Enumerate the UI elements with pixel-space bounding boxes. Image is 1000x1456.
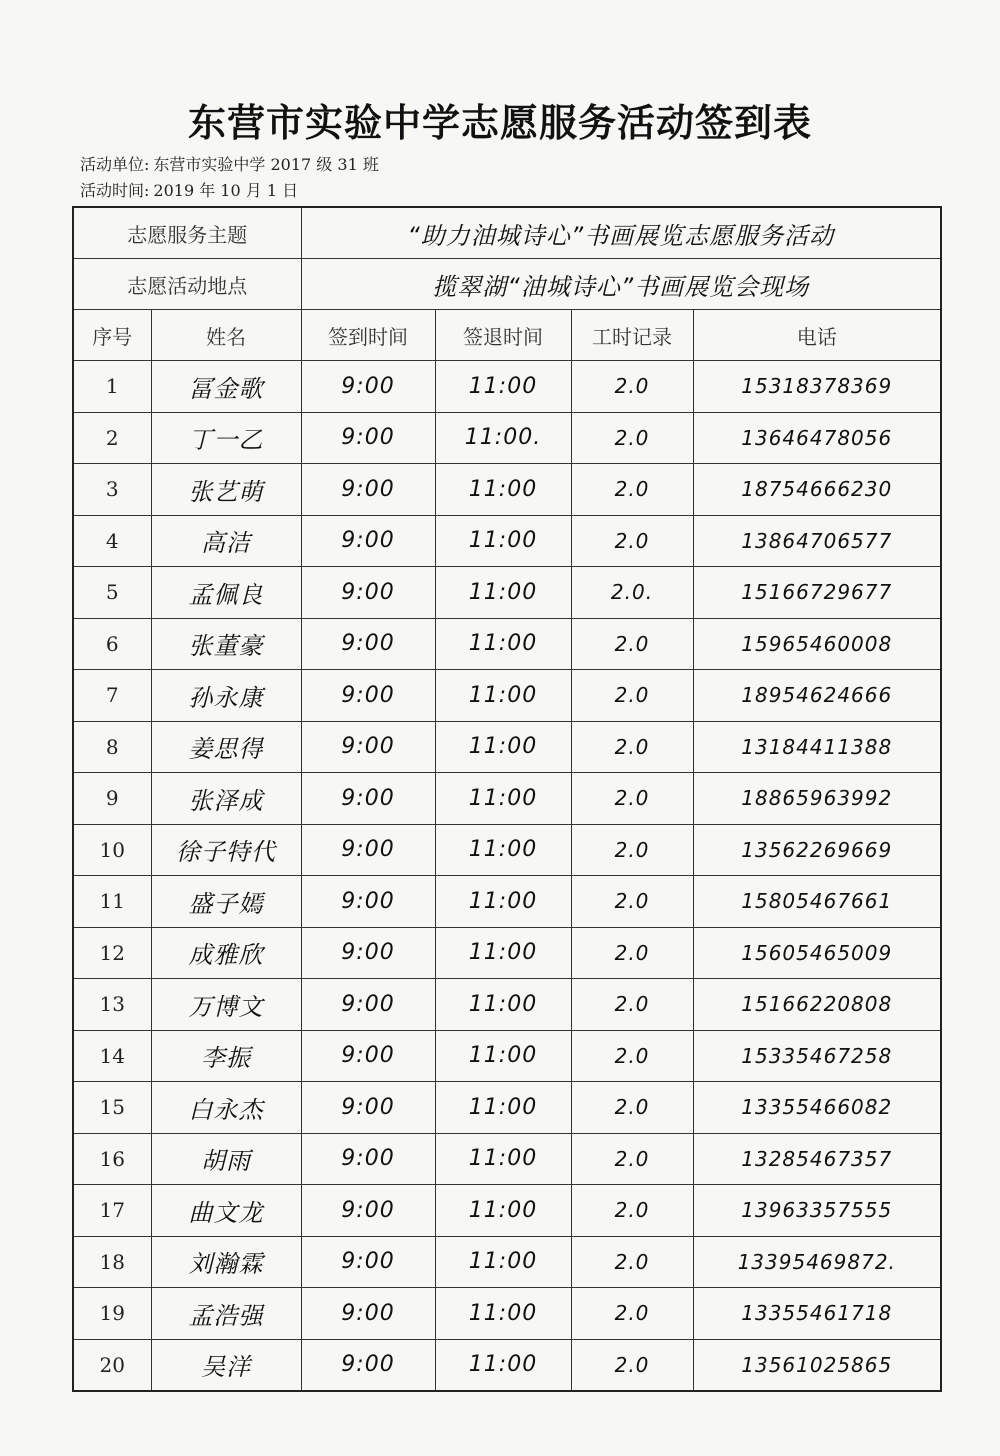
page-title: 东营市实验中学志愿服务活动签到表 [187, 101, 812, 145]
sign-out-time: 11:00 [435, 721, 571, 773]
activity-time-label: 活动时间: [80, 181, 150, 200]
sign-out-time: 11:00 [435, 464, 571, 516]
volunteer-name: 成雅欣 [151, 927, 301, 979]
sign-in-time: 9:00 [301, 979, 435, 1031]
sign-out-time: 11:00 [435, 1185, 571, 1237]
table-row [73, 618, 941, 670]
sign-out-time: 11:00 [435, 1288, 571, 1340]
sign-out-time: 11:00 [435, 1082, 571, 1134]
sign-in-time: 9:00 [301, 876, 435, 928]
column-header: 工时记录 [571, 310, 693, 361]
table-row [73, 1288, 941, 1340]
column-header: 姓名 [151, 310, 301, 361]
hours-record: 2.0 [571, 618, 693, 670]
table-row [73, 824, 941, 876]
sign-out-time: 11:00 [435, 670, 571, 722]
row-number: 12 [73, 927, 151, 979]
table-row [73, 567, 941, 619]
hours-record: 2.0 [571, 412, 693, 464]
phone-number: 15805467661 [693, 876, 941, 928]
phone-number: 13562269669 [693, 824, 941, 876]
hours-record: 2.0 [571, 927, 693, 979]
table-row [73, 979, 941, 1031]
column-header-row [73, 310, 941, 361]
sign-out-time: 11:00 [435, 876, 571, 928]
volunteer-name: 胡雨 [151, 1133, 301, 1185]
hours-record: 2.0 [571, 1236, 693, 1288]
row-number: 1 [73, 361, 151, 413]
sign-in-time: 9:00 [301, 670, 435, 722]
sign-out-time: 11:00 [435, 1133, 571, 1185]
hours-record: 2.0 [571, 464, 693, 516]
hours-record: 2.0 [571, 670, 693, 722]
sign-in-time: 9:00 [301, 1133, 435, 1185]
table-row [73, 412, 941, 464]
sign-in-time: 9:00 [301, 412, 435, 464]
phone-number: 13864706577 [693, 515, 941, 567]
sign-in-time: 9:00 [301, 618, 435, 670]
row-number: 5 [73, 567, 151, 619]
sign-in-time: 9:00 [301, 1288, 435, 1340]
column-header: 电话 [693, 310, 941, 361]
theme-label: 志愿服务主题 [73, 207, 301, 259]
sign-out-time: 11:00 [435, 1339, 571, 1391]
hours-record: 2.0 [571, 824, 693, 876]
location-row [73, 259, 941, 310]
phone-number: 15318378369 [693, 361, 941, 413]
hours-record: 2.0 [571, 1339, 693, 1391]
sign-in-time: 9:00 [301, 721, 435, 773]
hours-record: 2.0 [571, 979, 693, 1031]
phone-number: 18865963992 [693, 773, 941, 825]
volunteer-name: 盛子嫣 [151, 876, 301, 928]
sign-out-time: 11:00 [435, 927, 571, 979]
row-number: 16 [73, 1133, 151, 1185]
hours-record: 2.0 [571, 515, 693, 567]
row-number: 9 [73, 773, 151, 825]
table-row [73, 927, 941, 979]
volunteer-name: 丁一乙 [151, 412, 301, 464]
row-number: 11 [73, 876, 151, 928]
row-number: 8 [73, 721, 151, 773]
sign-in-time: 9:00 [301, 464, 435, 516]
volunteer-name: 姜思得 [151, 721, 301, 773]
table-row [73, 773, 941, 825]
row-number: 20 [73, 1339, 151, 1391]
row-number: 10 [73, 824, 151, 876]
sign-in-time: 9:00 [301, 515, 435, 567]
hours-record: 2.0 [571, 1082, 693, 1134]
sign-out-time: 11:00 [435, 515, 571, 567]
sign-out-time: 11:00 [435, 567, 571, 619]
phone-number: 13184411388 [693, 721, 941, 773]
column-header: 签退时间 [435, 310, 571, 361]
table-row [73, 1339, 941, 1391]
volunteer-name: 孟浩强 [151, 1288, 301, 1340]
row-number: 2 [73, 412, 151, 464]
sign-in-time: 9:00 [301, 1339, 435, 1391]
volunteer-name: 张董豪 [151, 618, 301, 670]
table-row [73, 464, 941, 516]
volunteer-name: 李振 [151, 1030, 301, 1082]
sign-in-time: 9:00 [301, 1236, 435, 1288]
phone-number: 18754666230 [693, 464, 941, 516]
volunteer-name: 徐子特代 [151, 824, 301, 876]
volunteer-name: 冨金歌 [151, 361, 301, 413]
row-number: 15 [73, 1082, 151, 1134]
phone-number: 13355466082 [693, 1082, 941, 1134]
sign-out-time: 11:00 [435, 1236, 571, 1288]
sign-in-time: 9:00 [301, 824, 435, 876]
table-row [73, 1185, 941, 1237]
phone-number: 15965460008 [693, 618, 941, 670]
volunteer-name: 孟佩良 [151, 567, 301, 619]
table-row [73, 1236, 941, 1288]
phone-number: 13285467357 [693, 1133, 941, 1185]
column-header: 序号 [73, 310, 151, 361]
activity-unit-value: 东营市实验中学 2017 级 31 班 [153, 155, 379, 174]
volunteer-name: 张泽成 [151, 773, 301, 825]
table-row [73, 876, 941, 928]
row-number: 3 [73, 464, 151, 516]
activity-unit-label: 活动单位: [80, 155, 150, 174]
activity-time [80, 178, 298, 201]
row-number: 18 [73, 1236, 151, 1288]
theme-value: “助力油城诗心”书画展览志愿服务活动 [301, 207, 941, 259]
table-row [73, 1082, 941, 1134]
table-row [73, 670, 941, 722]
phone-number: 13963357555 [693, 1185, 941, 1237]
hours-record: 2.0 [571, 721, 693, 773]
hours-record: 2.0 [571, 1030, 693, 1082]
table-row [73, 1030, 941, 1082]
volunteer-name: 吴洋 [151, 1339, 301, 1391]
phone-number: 13646478056 [693, 412, 941, 464]
row-number: 13 [73, 979, 151, 1031]
sign-in-table [72, 206, 942, 1392]
table-row [73, 721, 941, 773]
sign-out-time: 11:00. [435, 412, 571, 464]
activity-unit [80, 152, 379, 175]
sign-out-time: 11:00 [435, 979, 571, 1031]
hours-record: 2.0 [571, 361, 693, 413]
sign-in-time: 9:00 [301, 361, 435, 413]
volunteer-name: 高洁 [151, 515, 301, 567]
sign-in-time: 9:00 [301, 927, 435, 979]
activity-time-value: 2019 年 10 月 1 日 [153, 181, 299, 200]
volunteer-name: 白永杰 [151, 1082, 301, 1134]
table-row [73, 1133, 941, 1185]
row-number: 19 [73, 1288, 151, 1340]
row-number: 6 [73, 618, 151, 670]
hours-record: 2.0. [571, 567, 693, 619]
sign-out-time: 11:00 [435, 1030, 571, 1082]
sign-in-time: 9:00 [301, 1082, 435, 1134]
phone-number: 18954624666 [693, 670, 941, 722]
theme-row [73, 207, 941, 259]
phone-number: 15605465009 [693, 927, 941, 979]
hours-record: 2.0 [571, 1185, 693, 1237]
sign-in-time: 9:00 [301, 773, 435, 825]
phone-number: 13561025865 [693, 1339, 941, 1391]
row-number: 7 [73, 670, 151, 722]
volunteer-name: 曲文龙 [151, 1185, 301, 1237]
location-label: 志愿活动地点 [73, 259, 301, 310]
row-number: 14 [73, 1030, 151, 1082]
location-value: 揽翠湖“油城诗心”书画展览会现场 [301, 259, 941, 310]
hours-record: 2.0 [571, 876, 693, 928]
hours-record: 2.0 [571, 1133, 693, 1185]
sign-in-time: 9:00 [301, 1185, 435, 1237]
phone-number: 15166220808 [693, 979, 941, 1031]
table-row [73, 361, 941, 413]
column-header: 签到时间 [301, 310, 435, 361]
volunteer-name: 孙永康 [151, 670, 301, 722]
sign-out-time: 11:00 [435, 773, 571, 825]
hours-record: 2.0 [571, 773, 693, 825]
volunteer-name: 张艺萌 [151, 464, 301, 516]
sign-out-time: 11:00 [435, 361, 571, 413]
volunteer-name: 刘瀚霖 [151, 1236, 301, 1288]
row-number: 17 [73, 1185, 151, 1237]
phone-number: 15335467258 [693, 1030, 941, 1082]
phone-number: 15166729677 [693, 567, 941, 619]
hours-record: 2.0 [571, 1288, 693, 1340]
sign-in-time: 9:00 [301, 1030, 435, 1082]
phone-number: 13355461718 [693, 1288, 941, 1340]
table-row [73, 515, 941, 567]
phone-number: 13395469872. [693, 1236, 941, 1288]
volunteer-name: 万博文 [151, 979, 301, 1031]
sign-out-time: 11:00 [435, 824, 571, 876]
row-number: 4 [73, 515, 151, 567]
sign-out-time: 11:00 [435, 618, 571, 670]
sign-in-time: 9:00 [301, 567, 435, 619]
